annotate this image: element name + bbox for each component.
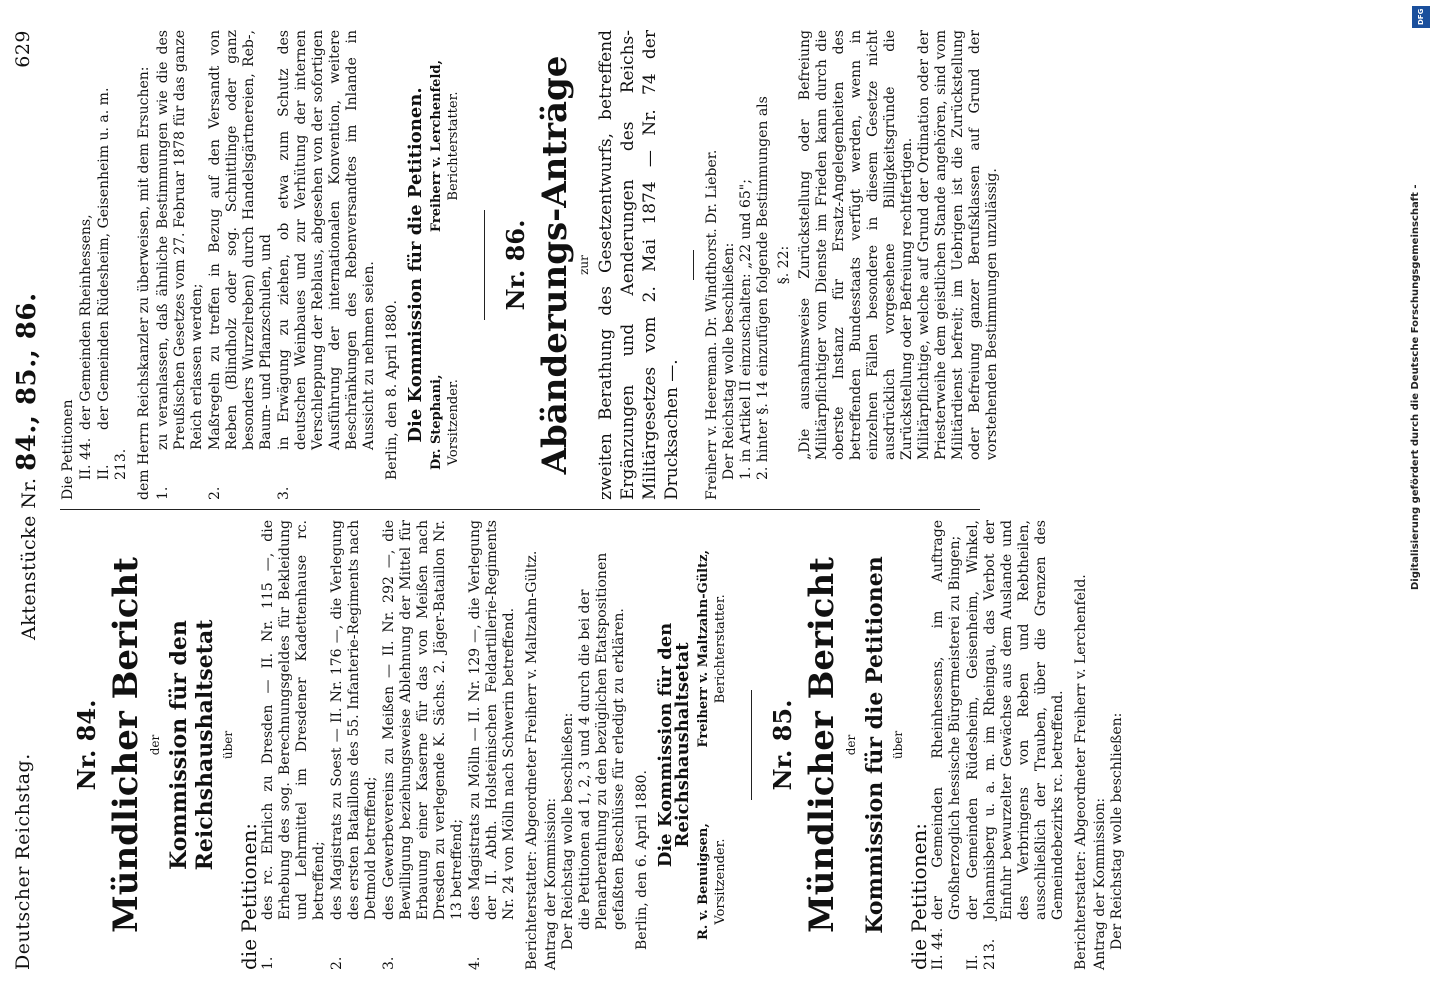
der-label: der bbox=[148, 734, 162, 756]
digitization-credit bbox=[1402, 0, 1432, 1000]
petitions-label: die Petitionen: bbox=[237, 822, 261, 970]
left-column bbox=[60, 520, 1126, 970]
list-item: 3. des Gewerbevereins zu Meißen — II. Nr. 292 —, die Bewilligung beziehungsweise Ablehnung der Mittel für Erbauung einer Kaserne für das von Meißen nach Dresden zu verlegende K. Sächs. 2. Jäger-Bataillon Nr. 13 betreffend; bbox=[381, 520, 465, 970]
signature-rapporteur: Freiherr v. Lerchenfeld, Berichterstatter. bbox=[429, 60, 461, 233]
petitions-label: die Petitionen: bbox=[907, 822, 931, 970]
list-item: 1. zu veranlassen, daß ähnliche Bestimmungen wie die des Preußischen Gesetzes vom 27. Februar 1878 für das ganze Reich erlassen werden; bbox=[155, 30, 205, 500]
quote-1: „Die ausnahmsweise Zurückstellung oder Befreiung Militärpflichtiger vom Dienste im Frieden kann durch die oberste Instanz für Ersatz-Angelegenheiten des betreffenden Bundesstaats verfügt werden, wenn in einzelnen Fällen besondere in diesem Gesetze nicht ausdrücklich vorgesehene Billigkeitsgründe die Zurückstellung oder Befreiung rechtfertigen. bbox=[797, 30, 915, 460]
proposers: Freiherr v. Heereman. Dr. Windthorst. Dr. Lieber. bbox=[704, 149, 720, 500]
ueber-label: über bbox=[221, 730, 235, 760]
commission-title-84: Kommission für den Reichshaushaltsetat bbox=[166, 619, 218, 871]
right-column bbox=[60, 30, 1001, 500]
commission-signature-84: Die Kommission für den Reichshaushaltsetat bbox=[655, 622, 693, 868]
dfg-credit-text: Digitalisierung gefördert durch die Deutsche Forschungsgemeinschaft - bbox=[1410, 184, 1421, 590]
motion-label-84: Antrag der Kommission: bbox=[543, 797, 559, 970]
signature-chair: Dr. Stephani, Vorsitzender. bbox=[429, 374, 461, 470]
list-item: 2. Maßregeln zu treffen in Bezug auf den Versandt von Reben (Blindholz oder sog. Schnittlinge oder ganz besonders Wurzelreben) durch Handelsgärtnereien, Reb-, Baum- und Pflanzschulen, und bbox=[207, 30, 274, 500]
list-item: II. 44. der Gemeinden Rheinhessens, im Auftrage Großherzoglich hessische Bürgermeisterei zu Bingen; bbox=[930, 520, 963, 970]
der-label: der bbox=[844, 734, 858, 756]
list-item: II. 213. der Gemeinden Rüdesheim, Geisenheim, Winkel, Johannisberg u. a. m. im Rheingau, das Verbot der Einfuhr bewurzelter Gewächse aus dem Auslande und des Verbringens von Reben und Rebtheilen, ausschließlich der Trauben, über die Grenzen des Gemeindebezirks rc. betreffend. bbox=[965, 520, 1066, 970]
amendment-1: 1. in Artikel II einzuschalten: „22 und 65"; bbox=[738, 179, 754, 480]
report-title-85: Mündlicher Bericht bbox=[802, 557, 842, 933]
date-85: Berlin, den 8. April 1880. bbox=[384, 300, 400, 480]
chancellor-referral: dem Herrn Reichskanzler zu überweisen, mit dem Ersuchen: bbox=[136, 66, 152, 500]
running-header bbox=[4, 30, 44, 970]
reichstag-resolve-85: Der Reichstag wolle beschließen: bbox=[1109, 712, 1125, 950]
ueber-label: über bbox=[891, 730, 905, 760]
list-item: 2. des Magistrats zu Soest — II. Nr. 176 —, die Verlegung des ersten Bataillons des 55. Infanterie-Regiments nach Detmold betreffend; bbox=[329, 520, 379, 970]
reichstag-resolve-84: Der Reichstag wolle beschließen: bbox=[560, 712, 576, 950]
signature-rapporteur: Freiherr v. Maltzahn-Gültz, Berichterstatter. bbox=[696, 550, 728, 748]
rapporteur-85: Berichterstatter: Abgeordneter Freiherr v. Lerchenfeld. bbox=[1073, 574, 1089, 970]
zur-label: zur bbox=[577, 255, 591, 275]
quote-2: Militärpflichtige, welche auf Grund der Ordination oder der Priesterweihe dem geistlichen Stande angehören, sind vom Militärdienst befreit; im Uebrigen ist die Zurückstellung oder Befreiung ganzer Berufsklassen auf Grund der vorstehenden Bestimmungen unzulässig. bbox=[916, 30, 1000, 460]
commission-title-85: Kommission für die Petitionen bbox=[862, 556, 888, 934]
column-divider bbox=[60, 509, 980, 510]
section-number-84: Nr. 84. bbox=[72, 699, 101, 791]
rapporteur-84: Berichterstatter: Abgeordneter Freiherr v. Maltzahn-Gültz. bbox=[524, 550, 540, 970]
dfg-logo: DFG bbox=[1412, 6, 1430, 28]
signatures-85 bbox=[428, 30, 462, 500]
report-title-84: Mündlicher Bericht bbox=[106, 557, 146, 933]
header-numbers: 84., 85., 86. bbox=[12, 292, 42, 471]
list-item: 3. in Erwägung zu ziehen, ob etwa zum Schutz des deutschen Weinbaues und zur Verhütung der internen Verschleppung der Reblaus, abgesehen von der sofortigen Ausführung der internationalen Konvention, weitere Beschränkungen des Rebenversandtes im Inlande in Aussicht zu nehmen seien. bbox=[276, 30, 377, 500]
short-rule bbox=[693, 250, 694, 280]
commission-signature-85: Die Kommission für die Petitionen. bbox=[405, 87, 426, 443]
signature-chair: R. v. Benuigsen, Vorsitzender. bbox=[696, 823, 728, 940]
motion-label-85: Antrag der Kommission: bbox=[1092, 797, 1108, 970]
section-rule bbox=[751, 690, 752, 800]
list-item: 4. des Magistrats zu Mölln — II. Nr. 129 —, die Verlegung der II. Abth. Holsteinischen Feldartillerie-Regiments Nr. 24 von Mölln nach Schwerin betreffend. bbox=[467, 520, 517, 970]
paragraph-22: §. 22: bbox=[776, 245, 792, 285]
date-84: Berlin, den 6. April 1880. bbox=[634, 770, 650, 950]
list-item: II. 213. der Gemeinden Rüdesheim, Geisenheim u. a. m. bbox=[96, 87, 129, 480]
header-center-prefix: Aktenstücke Nr. bbox=[18, 477, 40, 640]
page-number: 629 bbox=[12, 30, 34, 68]
amendments-intro: zweiten Berathung des Gesetzentwurfs, betreffend Ergänzungen und Aenderungen des Reichs-Militärgesetzes vom 2. Mai 1874 — Nr. 74 der Drucksachen —. bbox=[596, 30, 682, 500]
signatures-84 bbox=[695, 520, 729, 970]
header-center bbox=[12, 292, 42, 640]
list-item: 1. des rc. Ehrlich zu Dresden — II. Nr. 115 —, die Erhebung des sog. Berechnungsgeldes für Bekleidung und Lehrmittel im Dresdener Kadettenhause rc. betreffend; bbox=[260, 520, 327, 970]
list-item: II. 44. der Gemeinden Rheinhessens, bbox=[78, 214, 94, 480]
resolution-84: die Petitionen ad 1, 2, 3 und 4 durch die bei der Plenarberathung zu den bezüglichen Etatspositionen gefaßten Beschlüsse für erledigt zu erklären. bbox=[577, 552, 627, 930]
petitions-intro: Die Petitionen bbox=[60, 399, 76, 500]
amendment-2: 2. hinter §. 14 einzufügen folgende Bestimmungen als bbox=[755, 96, 771, 480]
section-number-85: Nr. 85. bbox=[768, 699, 797, 791]
section-rule bbox=[484, 210, 485, 320]
header-left: Deutscher Reichstag. bbox=[12, 753, 34, 970]
amendments-title: Abänderungs-Anträge bbox=[535, 55, 575, 475]
section-number-86: Nr. 86. bbox=[501, 219, 530, 311]
reichstag-resolve-86: Der Reichstag wolle beschließen: bbox=[721, 242, 737, 480]
